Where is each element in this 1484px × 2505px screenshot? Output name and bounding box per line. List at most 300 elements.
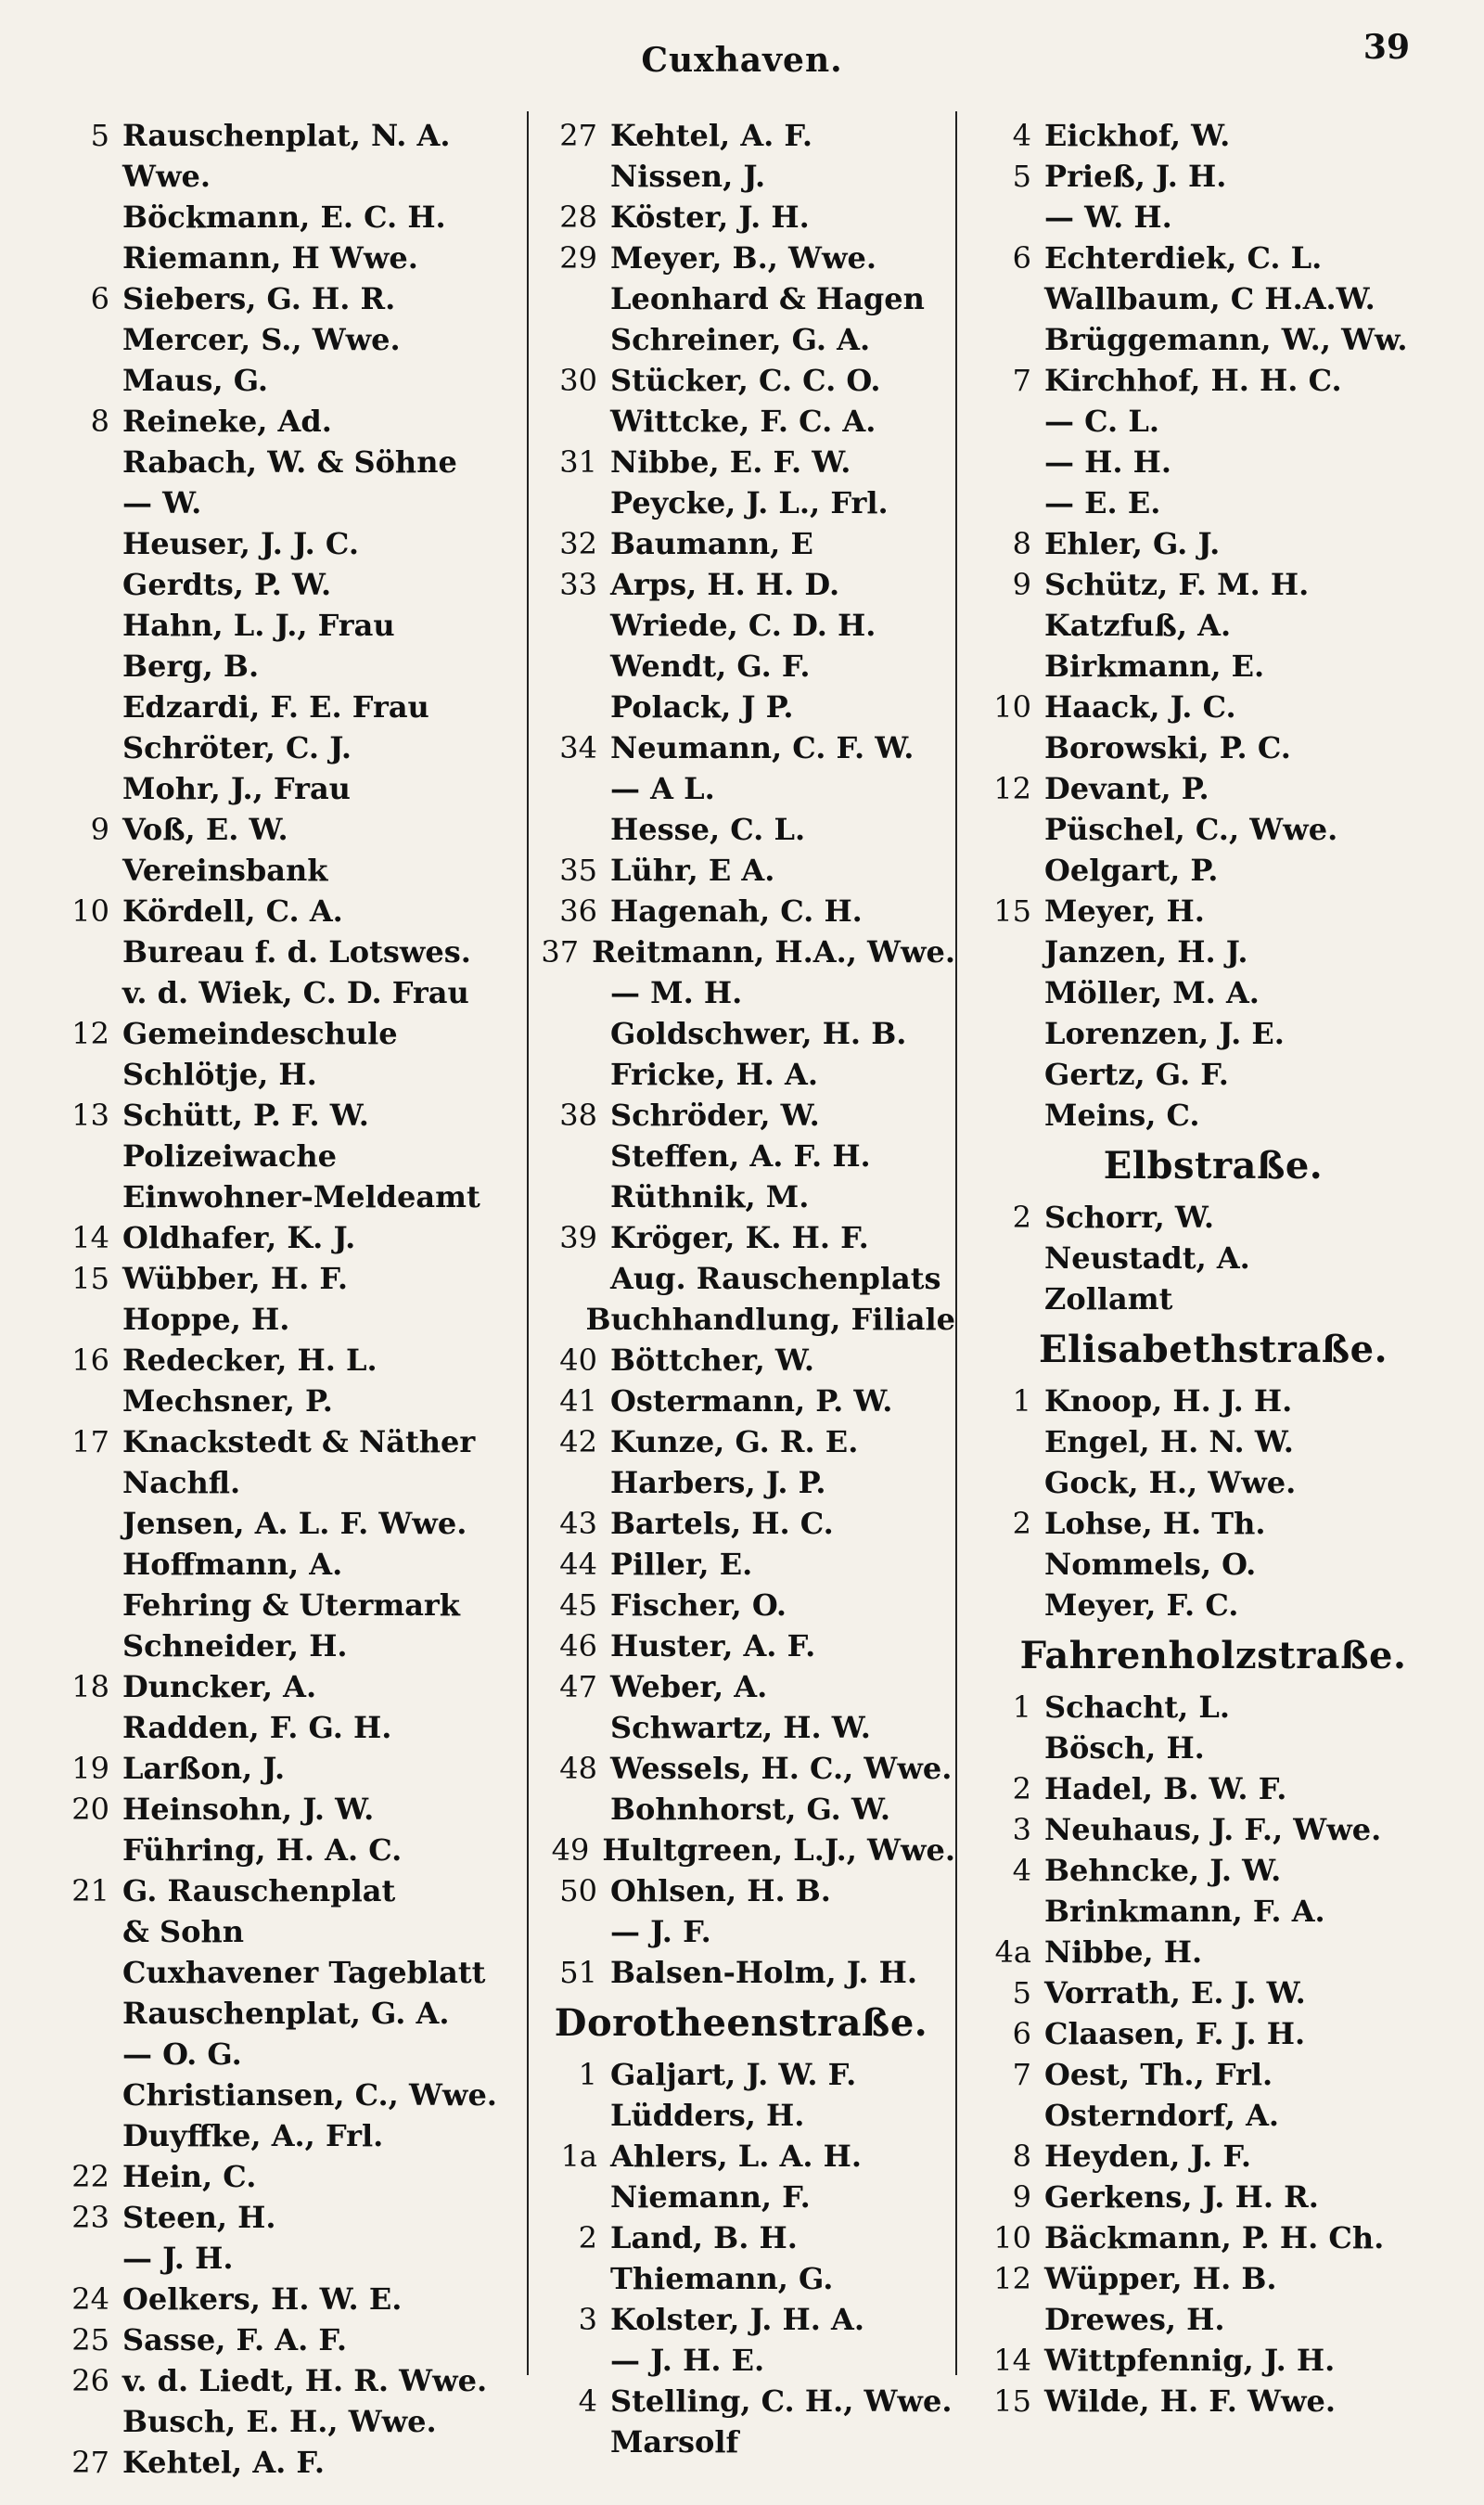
house-number: 20 [71,1792,109,1827]
directory-entry [963,1238,1464,1278]
resident-name: Schacht, L. [1044,1689,1231,1725]
directory-entry [28,605,519,646]
house-number: 10 [71,893,109,929]
resident-name: Bäckmann, P. H. Ch. [1044,2220,1385,2255]
directory-entry [963,972,1464,1013]
resident-name: — J. F. [610,1914,711,1949]
directory-entry [963,564,1464,605]
directory-entry [28,2156,519,2197]
resident-name: Püschel, C., Wwe. [1044,812,1338,847]
house-number: 8 [1012,526,1031,561]
directory-entry [28,1299,519,1340]
house-number: 12 [71,1016,109,1051]
directory-entry [527,1258,955,1299]
resident-name: Ohlsen, H. B. [610,1873,831,1908]
resident-name: Rabach, W. & Söhne [122,444,457,480]
resident-name: Buchhandlung, Filiale [585,1302,955,1337]
directory-entry [28,2279,519,2319]
directory-entry [527,564,955,605]
house-number: 7 [1012,2057,1031,2092]
directory-entry [963,1197,1464,1238]
resident-name: Köster, J. H. [610,199,810,235]
directory-entry [28,2360,519,2401]
directory-entry [527,1952,955,1993]
directory-entry [28,2115,519,2156]
directory-entry [527,2381,955,2422]
house-number: 29 [559,240,597,276]
directory-entry [28,1054,519,1095]
directory-entry [963,809,1464,850]
resident-name: Mechsner, P. [122,1383,333,1419]
directory-entry [527,156,955,197]
directory-entry [28,115,519,156]
house-number: 41 [559,1383,597,1419]
directory-entry [28,1666,519,1707]
directory-entry [527,1585,955,1625]
directory-entry [28,1911,519,1952]
directory-entry [28,278,519,319]
house-number: 39 [559,1220,597,1255]
resident-name: & Sohn [122,1914,245,1949]
resident-name: G. Rauschenplat [122,1873,396,1908]
directory-entry [527,1830,955,1870]
resident-name: Lüdders, H. [610,2098,805,2133]
resident-name: Hultgreen, L.J., Wwe. [602,1832,955,1868]
directory-entry [963,1544,1464,1585]
directory-entry [527,2258,955,2299]
directory-entry [28,2197,519,2238]
house-number: 24 [71,2281,109,2317]
directory-entry [527,1299,955,1340]
house-number: 19 [71,1751,109,1786]
resident-name: Behncke, J. W. [1044,1853,1282,1888]
house-number: 12 [993,2261,1031,2296]
directory-entry [527,238,955,278]
directory-entry [963,442,1464,482]
directory-entry [28,2319,519,2360]
directory-entry [527,1054,955,1095]
directory-entry [28,1625,519,1666]
directory-entry [963,1095,1464,1136]
directory-entry [28,360,519,401]
resident-name: Heyden, J. F. [1044,2139,1252,2174]
resident-name: Schröder, W. [610,1098,820,1133]
resident-name: Prieß, J. H. [1044,159,1227,194]
directory-entry [527,1870,955,1911]
resident-name: Marsolf [610,2424,739,2460]
house-number: 1 [578,2057,597,2092]
resident-name: Lorenzen, J. E. [1044,1016,1285,1051]
directory-entry [28,727,519,768]
resident-name: Gock, H., Wwe. [1044,1465,1297,1500]
directory-entry [963,1503,1464,1544]
directory-entry [963,2217,1464,2258]
directory-entry [28,2238,519,2279]
resident-name: Wittcke, F. C. A. [610,404,876,439]
directory-column-3 [963,115,1464,2490]
resident-name: Wessels, H. C., Wwe. [610,1751,953,1786]
house-number: 49 [551,1832,590,1868]
resident-name: Jensen, A. L. F. Wwe. [122,1506,467,1541]
directory-entry [28,687,519,727]
resident-name: v. d. Liedt, H. R. Wwe. [122,2363,488,2398]
directory-entry [28,401,519,442]
directory-entry [527,1381,955,1421]
resident-name: Meyer, B., Wwe. [610,240,876,276]
directory-entry [28,1870,519,1911]
directory-entry [963,2299,1464,2340]
directory-entry [963,2258,1464,2299]
directory-entry [963,1687,1464,1728]
house-number: 44 [559,1547,597,1582]
resident-name: Schröter, C. J. [122,730,352,765]
resident-name: Maus, G. [122,363,269,398]
directory-entry [28,1136,519,1176]
directory-entry [28,1340,519,1381]
house-number: 38 [559,1098,597,1133]
directory-entry [28,482,519,523]
resident-name: Steen, H. [122,2200,276,2235]
resident-name: Wendt, G. F. [610,649,811,684]
directory-entry [28,1217,519,1258]
house-number: 27 [71,2445,109,2480]
directory-column-2 [527,115,955,2490]
house-number: 21 [71,1873,109,1908]
directory-entry [963,2095,1464,2136]
resident-name: Bureau f. d. Lotswes. [122,934,471,970]
house-number: 12 [993,771,1031,806]
house-number: 27 [559,118,597,153]
resident-name: Haack, J. C. [1044,689,1236,725]
resident-name: Heinsohn, J. W. [122,1792,375,1827]
resident-name: Riemann, H Wwe. [122,240,418,276]
directory-entry [963,1728,1464,1768]
resident-name: Böckmann, E. C. H. [122,199,446,235]
directory-entry [28,1993,519,2034]
resident-name: Claasen, F. J. H. [1044,2016,1306,2051]
resident-name: Bösch, H. [1044,1730,1205,1766]
directory-entry [28,1258,519,1299]
resident-name: Hoppe, H. [122,1302,290,1337]
directory-entry [963,2054,1464,2095]
directory-entry [963,1972,1464,2013]
house-number: 1 [1012,1689,1031,1725]
resident-name: — M. H. [610,975,743,1010]
resident-name: Reineke, Ad. [122,404,332,439]
house-number: 10 [993,689,1031,725]
directory-entry [28,1176,519,1217]
house-number: 8 [1012,2139,1031,2174]
house-number: 2 [578,2220,597,2255]
resident-name: Stücker, C. C. O. [610,363,881,398]
resident-name: Siebers, G. H. R. [122,281,396,316]
resident-name: Rauschenplat, N. A. [122,118,451,153]
resident-name: Hahn, L. J., Frau [122,608,395,643]
resident-name: Duncker, A. [122,1669,317,1704]
directory-entry [527,1666,955,1707]
resident-name: Weber, A. [610,1669,768,1704]
directory-entry [527,2422,955,2462]
directory-entry [963,1054,1464,1095]
house-number: 35 [559,853,597,888]
house-number: 25 [71,2322,109,2357]
street-heading: Elisabethstraße. [1038,1328,1388,1371]
resident-name: Devant, P. [1044,771,1209,806]
directory-entry [28,646,519,687]
house-number: 46 [559,1628,597,1664]
resident-name: Birkmann, E. [1044,649,1265,684]
directory-entry [963,1850,1464,1891]
directory-entry [963,319,1464,360]
house-number: 42 [559,1424,597,1459]
house-number: 1 [1012,1383,1031,1419]
resident-name: Einwohner-Meldeamt [122,1179,480,1214]
resident-name: Möller, M. A. [1044,975,1260,1010]
resident-name: Fehring & Utermark [122,1587,460,1623]
house-number: 26 [71,2363,109,2398]
house-number: 15 [993,893,1031,929]
resident-name: Duyffke, A., Frl. [122,2118,384,2153]
house-number: 4 [578,2383,597,2419]
directory-entry [527,115,955,156]
resident-name: Gerkens, J. H. R. [1044,2179,1319,2215]
resident-name: Oelkers, H. W. E. [122,2281,403,2317]
directory-entry [28,768,519,809]
house-number: 4a [994,1934,1031,1970]
resident-name: Kördell, C. A. [122,893,343,929]
resident-name: — O. G. [122,2036,242,2072]
resident-name: Schlötje, H. [122,1057,317,1092]
resident-name: Lohse, H. Th. [1044,1506,1266,1541]
resident-name: Goldschwer, H. B. [610,1016,907,1051]
resident-name: Hoffmann, A. [122,1547,343,1582]
directory-entry [527,1176,955,1217]
directory-entry [28,1748,519,1789]
house-number: 4 [1012,118,1031,153]
directory-entry [963,1891,1464,1932]
house-number: 6 [1012,2016,1031,2051]
resident-name: v. d. Wiek, C. D. Frau [122,975,469,1010]
house-number: 45 [559,1587,597,1623]
resident-name: Oldhafer, K. J. [122,1220,356,1255]
resident-name: Hein, C. [122,2159,257,2194]
directory-entry [527,2340,955,2381]
house-number: 18 [71,1669,109,1704]
resident-name: Arps, H. H. D. [610,567,840,602]
house-number: 5 [1012,1975,1031,2010]
directory-entry [527,768,955,809]
directory-entry [28,2401,519,2442]
resident-name: Wwe. [122,159,211,194]
resident-name: Berg, B. [122,649,260,684]
resident-name: Hesse, C. L. [610,812,806,847]
directory-entry [527,850,955,891]
resident-name: Cuxhavener Tageblatt [122,1955,486,1990]
resident-name: — H. H. [1044,444,1172,480]
resident-name: Ostermann, P. W. [610,1383,893,1419]
house-number: 50 [559,1873,597,1908]
directory-entry [527,2054,955,2095]
resident-name: Aug. Rauschenplats [610,1261,941,1296]
resident-name: Oest, Th., Frl. [1044,2057,1273,2092]
directory-entry [963,115,1464,156]
house-number: 9 [1012,2179,1031,2215]
resident-name: — J. H. [122,2241,234,2276]
house-number: 34 [559,730,597,765]
resident-name: Nibbe, H. [1044,1934,1203,1970]
resident-name: Thiemann, G. [610,2261,834,2296]
resident-name: Schneider, H. [122,1628,348,1664]
resident-name: Redecker, H. L. [122,1342,377,1378]
directory-entry [963,687,1464,727]
directory-entry [28,2442,519,2483]
directory-entry [28,1544,519,1585]
resident-name: Nachfl. [122,1465,241,1500]
directory-entry [963,1381,1464,1421]
directory-entry [28,564,519,605]
resident-name: Neustadt, A. [1044,1240,1250,1276]
resident-name: Schütz, F. M. H. [1044,567,1310,602]
directory-entry [527,2217,955,2258]
directory-entry [527,1340,955,1381]
directory-entry [28,1707,519,1748]
house-number: 7 [1012,363,1031,398]
directory-entry [527,931,955,972]
directory-entry [963,768,1464,809]
house-number: 8 [90,404,109,439]
directory-entry [527,1789,955,1830]
house-number: 48 [559,1751,597,1786]
directory-entry [28,238,519,278]
directory-entry [28,442,519,482]
directory-entry [527,1095,955,1136]
resident-name: Janzen, H. J. [1044,934,1248,970]
directory-entry [28,197,519,238]
house-number: 17 [71,1424,109,1459]
street-heading: Fahrenholzstraße. [1019,1634,1407,1677]
house-number: 6 [1012,240,1031,276]
resident-name: Rauschenplat, G. A. [122,1996,450,2031]
house-number: 15 [993,2383,1031,2419]
resident-name: Osterndorf, A. [1044,2098,1280,2133]
directory-entry [963,156,1464,197]
directory-entry [527,1707,955,1748]
resident-name: Mohr, J., Frau [122,771,351,806]
directory-entry [963,2136,1464,2177]
directory-entry [963,238,1464,278]
resident-name: Knackstedt & Näther [122,1424,476,1459]
directory-entry [963,931,1464,972]
resident-name: — W. [122,485,202,520]
page-header [0,28,1484,93]
resident-name: Meyer, H. [1044,893,1205,929]
house-number: 31 [559,444,597,480]
resident-name: Larßon, J. [122,1751,286,1786]
resident-name: Vereinsbank [122,853,328,888]
house-number: 14 [993,2343,1031,2378]
directory-entry [527,442,955,482]
resident-name: Mercer, S., Wwe. [122,322,401,357]
resident-name: Steffen, A. F. H. [610,1138,871,1174]
house-number: 3 [1012,1812,1031,1847]
directory-entry [527,1625,955,1666]
house-number: 30 [559,363,597,398]
directory-entry [527,2299,955,2340]
directory-entry [963,2013,1464,2054]
directory-entry [963,891,1464,931]
directory-entry [527,523,955,564]
directory-entry [28,1095,519,1136]
directory-entry [527,1462,955,1503]
resident-name: Reitmann, H.A., Wwe. [592,934,955,970]
resident-name: Oelgart, P. [1044,853,1219,888]
resident-name: Polizeiwache [122,1138,337,1174]
directory-entry [28,891,519,931]
house-number: 36 [559,893,597,929]
directory-entry [28,1013,519,1054]
directory-entry [28,1585,519,1625]
directory-entry [28,1789,519,1830]
resident-name: — W. H. [1044,199,1172,235]
resident-name: Kirchhof, H. H. C. [1044,363,1342,398]
house-number: 22 [71,2159,109,2194]
house-number: 43 [559,1506,597,1541]
directory-entry [28,523,519,564]
directory-entry [963,482,1464,523]
resident-name: Neumann, C. F. W. [610,730,915,765]
directory-entry [527,727,955,768]
resident-name: Galjart, J. W. F. [610,2057,857,2092]
directory-entry [527,1013,955,1054]
directory-entry [28,1952,519,1993]
resident-name: Leonhard & Hagen [610,281,925,316]
directory-entry [963,278,1464,319]
resident-name: Gertz, G. F. [1044,1057,1229,1092]
resident-name: Wilde, H. F. Wwe. [1044,2383,1336,2419]
directory-entry [527,1911,955,1952]
directory-column-1 [28,115,519,2490]
directory-entry [527,197,955,238]
directory-entry [963,523,1464,564]
directory-entry [963,2177,1464,2217]
resident-name: Nissen, J. [610,159,766,194]
resident-name: — A L. [610,771,715,806]
directory-entry [527,2136,955,2177]
resident-name: Christiansen, C., Wwe. [122,2077,497,2113]
page-number: 39 [1362,28,1410,67]
resident-name: Gemeindeschule [122,1016,398,1051]
house-number: 6 [90,281,109,316]
directory-entry [963,646,1464,687]
resident-name: Kehtel, A. F. [122,2445,326,2480]
directory-entry [28,319,519,360]
directory-entry [28,1462,519,1503]
directory-entry [28,2075,519,2115]
directory-entry [28,850,519,891]
house-number: 16 [71,1342,109,1378]
resident-name: Brinkmann, F. A. [1044,1894,1325,1929]
resident-name: Echterdiek, C. L. [1044,240,1323,276]
resident-name: Zollamt [1044,1281,1173,1317]
resident-name: Wittpfennig, J. H. [1044,2343,1336,2378]
directory-entry [963,1462,1464,1503]
house-number: 2 [1012,1771,1031,1806]
resident-name: Hagenah, C. H. [610,893,863,929]
house-number: 10 [993,2220,1031,2255]
resident-name: Balsen-Holm, J. H. [610,1955,918,1990]
resident-name: Rüthnik, M. [610,1179,810,1214]
resident-name: Engel, H. N. W. [1044,1424,1294,1459]
